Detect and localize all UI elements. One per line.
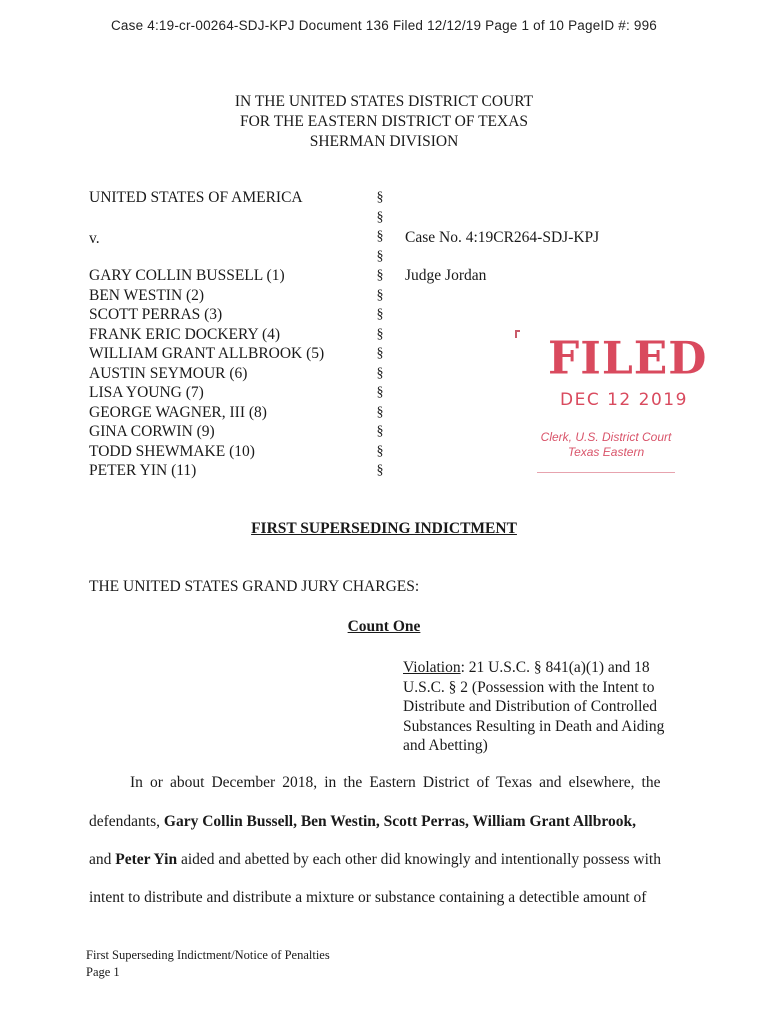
violation-label: Violation <box>403 659 461 676</box>
defendant: TODD SHEWMAKE (10) <box>89 442 255 460</box>
defendant: AUSTIN SEYMOUR (6) <box>89 364 248 382</box>
defendant-names: Gary Collin Bussell, Ben Westin, Scott Perras, William Grant Allbrook, <box>163 813 636 830</box>
defendant: PETER YIN (11) <box>89 462 197 479</box>
section-symbol: § <box>376 248 384 264</box>
defendant: GINA CORWIN (9) <box>89 423 215 440</box>
versus: v. <box>89 230 100 247</box>
section-symbol: § <box>376 287 384 303</box>
filed-stamp-clerk <box>540 430 672 460</box>
section-symbol: § <box>376 385 384 400</box>
section-symbol: § <box>376 346 384 361</box>
section-symbol: § <box>376 307 384 322</box>
case-number: Case No. 4:19CR264-SDJ-KPJ <box>405 229 600 246</box>
section-symbol: § <box>376 190 384 205</box>
paragraph-line: In or about December 2018, in the Eastern District of Texas and elsewhere, the <box>130 774 661 791</box>
section-symbol: § <box>376 268 384 283</box>
section-symbol: § <box>376 424 384 439</box>
section-symbol: § <box>376 229 384 244</box>
paragraph-text: defendants, <box>89 813 164 830</box>
paragraph-line: intent to distribute and distribute a mixture or substance containing a detectible amount of <box>89 889 647 906</box>
violation-text: : 21 U.S.C. § 841(a)(1) and 18 U.S.C. § 2 (Possession with the Intent to Distribute and Distribution of Controlled Substances Resulting in Death and Aiding and Abetting) <box>403 659 665 754</box>
defendant: GARY COLLIN BUSSELL (1) <box>89 267 285 284</box>
defendant: GEORGE WAGNER, III (8) <box>89 403 267 421</box>
section-symbol: § <box>376 209 384 225</box>
defendant-list <box>89 266 324 481</box>
section-symbol-column <box>373 188 387 481</box>
court-name-line1: IN THE UNITED STATES DISTRICT COURT <box>234 93 534 110</box>
judge-name: Judge Jordan <box>405 267 487 284</box>
court-name-line2: FOR THE EASTERN DISTRICT OF TEXAS <box>239 113 529 130</box>
footer <box>86 947 330 981</box>
defendant: FRANK ERIC DOCKERY (4) <box>89 325 281 343</box>
clerk-line1: Clerk, U.S. District Court <box>540 430 672 444</box>
paragraph-text: aided and abetted by each other did knowingly and intentionally possess with <box>177 851 661 868</box>
footer-page-number: Page 1 <box>86 965 120 979</box>
section-symbol: § <box>376 326 384 342</box>
ecf-header: Case 4:19-cr-00264-SDJ-KPJ Document 136 Filed 12/12/19 Page 1 of 10 PageID #: 996 <box>110 18 657 33</box>
document-title: FIRST SUPERSEDING INDICTMENT <box>251 520 517 537</box>
filed-stamp-date: DEC 12 2019 <box>560 390 688 410</box>
defendant-name: Peter Yin <box>115 851 178 868</box>
section-symbol: § <box>376 443 384 459</box>
footer-doc-name: First Superseding Indictment/Notice of Penalties <box>86 948 330 962</box>
defendant: SCOTT PERRAS (3) <box>89 306 223 323</box>
plaintiff: UNITED STATES OF AMERICA <box>89 189 303 206</box>
paragraph-line <box>89 813 636 831</box>
court-division: SHERMAN DIVISION <box>309 133 459 150</box>
count-heading: Count One <box>347 618 421 635</box>
grand-jury-charges: THE UNITED STATES GRAND JURY CHARGES: <box>89 578 420 595</box>
section-symbol: § <box>376 404 384 420</box>
stamp-corner-mark <box>515 330 517 338</box>
clerk-line2: Texas Eastern <box>567 445 645 459</box>
defendant: WILLIAM GRANT ALLBROOK (5) <box>89 345 325 362</box>
section-symbol: § <box>376 365 384 381</box>
defendant: BEN WESTIN (2) <box>89 286 205 304</box>
section-symbol: § <box>376 463 384 478</box>
paragraph-line <box>89 851 661 869</box>
paragraph-text: and <box>89 851 116 868</box>
filed-stamp-title: FILED <box>548 332 708 385</box>
violation-block <box>403 658 678 756</box>
stamp-underline <box>537 472 675 473</box>
defendant: LISA YOUNG (7) <box>89 384 204 401</box>
